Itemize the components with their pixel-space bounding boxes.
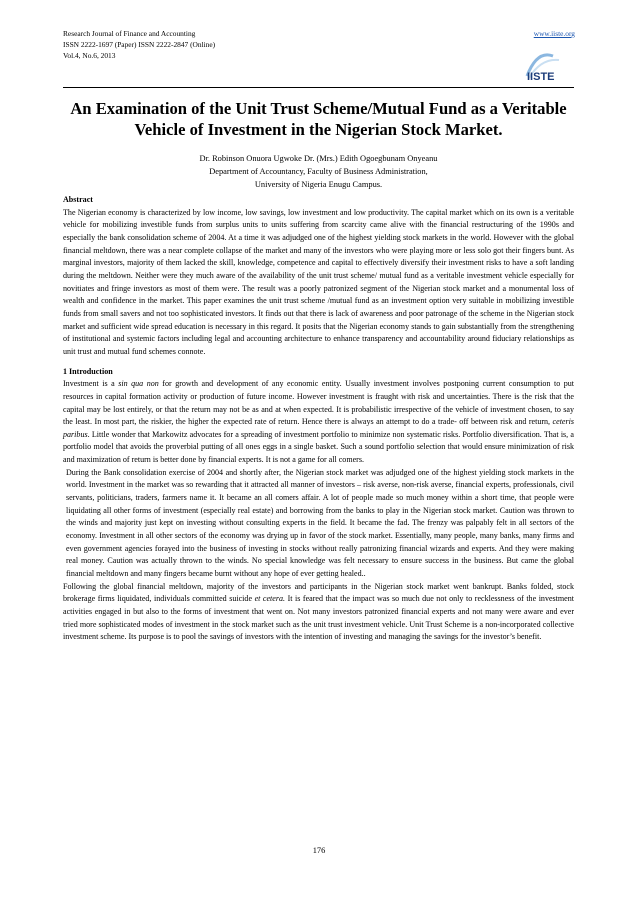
journal-volume: Vol.4, No.6, 2013 bbox=[63, 51, 116, 60]
author-block bbox=[63, 152, 574, 191]
author-university: University of Nigeria Enugu Campus. bbox=[254, 180, 383, 189]
intro-paragraph-1: Investment is a sin qua non for growth and development of any economic entity. Usually investment involves postponing current consumption to put resources in capital formation activity or production of future income. However investment is fraught with risk and uncertainties. There is the risk that the capital may be lost entirely, or that the return may not be as and at when expected. It is probabilistic irrespective of the vehicle of investment chosen, to say the least. In most part, the riskier, the higher the expected rate of return. Hence there is always an attempt to do a trade- off between risk and return, ceteris paribus. Little wonder that Markowitz advocates for a spreading of investment portfolio to minimize non systematic risks. Portfolio diversification. That is, a portfolio model that avoids the proverbial putting of all ones eggs in a single basket. Such a sound portfolio selection that would ensure minimization of risk and maximization of return is better done by financial experts. It is not a game for all comers. bbox=[63, 379, 575, 465]
intro-paragraph-2: During the Bank consolidation exercise of 2004 and shortly after, the Nigerian stock market was adjudged one of the highest yielding stock markets in the world. Investment in the market was so rewarding that it attracted all manner of investors – risk averse, non-risk averse, financial experts, professionals, civil servants, politicians, traders, farmers name it. It became an all comers affair. A lot of people made so much money within a short time, that people were liquidating all other forms of investment (especially real estate) and borrowing from the banks to play in the Nigerian stock market. Caution was thrown to the winds and majority just kept on investing without consulting experts in the field. It became the fad. The frenzy was palpably felt in all sectors of the economy. Investment in all other sectors of the economy was drying up in favor of the stock market. Essentially, many people, many banks, many firms and even government agencies forayed into the business of investing in stocks without really patronizing financial wizards and experts. And they were making real money. Caution was actually thrown to the winds. No special knowledge was felt necessary to ensure success in the business. But came the global financial meltdown and many fingers became burnt without any hope of ever getting healed.. bbox=[66, 467, 574, 579]
introduction-heading: 1 Introduction bbox=[63, 366, 113, 376]
abstract-heading: Abstract bbox=[63, 195, 93, 204]
journal-header bbox=[63, 28, 575, 61]
abstract-text: The Nigerian economy is characterized by low income, low savings, low investment and low productivity. The capital market which on its own is a veritable vehicle for mobilizing investible funds from surplus units to units suffering from scarcity came alive with the financial restructuring of the 1990s and especially the bank consolidation scheme of 2004. At a time it was adjudged one of the highest yielding stock markets in the world. However with the global financial meltdown, there was a near complete collapse of the market and many of the investors who were playing more or less solo got their fingers bunt. As marginal investors, majority of them lacked the skill, knowledge, competence and capital to effectively diversify their investment risks to have a soft landing during the meltdown. Neither were they much aware of the availability of the unit trust scheme/ mutual fund as a veritable investment vehicle especially for novitiates and fringe investors as most of them were. The result was a poorly patronized segment of the Nigerian stock market and a monumental loss of wealth and confidence in the market. This paper examines the unit trust scheme /mutual fund as an investment option very suitable in mobilizing investible funds from small savers and not too sophisticated investors. It finds out that there is lack of awareness and poor patronage of the scheme in the Nigerian stock market and sufficient wide spread education is necessary in this regard. It posits that the Nigerian economy stands to gain substantially from the strengthening of institutional and systemic factors including legal and accounting architecture to enhance transparency and accountability around fiduciary relationships as unit trust and mutual fund schemes connote. bbox=[63, 207, 574, 356]
intro-paragraph-3: Following the global financial meltdown, majority of the investors and participants in the Nigerian stock market went bankrupt. Banks folded, stock brokerage firms liquidated, individuals committed suicide et cetera. It is feared that the impact was so much due not only to recklessness of the investment activities engaged in but also to the forms of investment that went on. Not many investors patronized financial experts and not many were aware and ever tried more sophisticated modes of investment in the stock market such as the unit trust investment vehicle. Unit Trust Scheme is a non-incorporated collective investment scheme. Its purpose is to pool the savings of investors with the intention of investing and managing the savings for the investor’s benefit. bbox=[63, 581, 575, 642]
logo-wordmark: IISTE bbox=[527, 71, 555, 83]
header-divider bbox=[63, 87, 574, 88]
journal-name: Research Journal of Finance and Accounting bbox=[63, 29, 196, 38]
journal-url-link[interactable]: www.iiste.org bbox=[533, 29, 575, 38]
paper-title: An Examination of the Unit Trust Scheme/Mutual Fund as a Veritable Vehicle of Investment in the Nigerian Stock Market. bbox=[70, 99, 567, 139]
page-number: 176 bbox=[312, 846, 326, 855]
journal-issn: ISSN 2222-1697 (Paper) ISSN 2222-2847 (Online) bbox=[63, 40, 216, 49]
author-names: Dr. Robinson Onuora Ugwoke Dr. (Mrs.) Edith Ogoegbunam Onyeanu bbox=[199, 154, 438, 163]
iiste-logo bbox=[523, 46, 567, 84]
paper-body bbox=[63, 194, 574, 644]
author-department: Department of Accountancy, Faculty of Business Administration, bbox=[209, 167, 428, 176]
